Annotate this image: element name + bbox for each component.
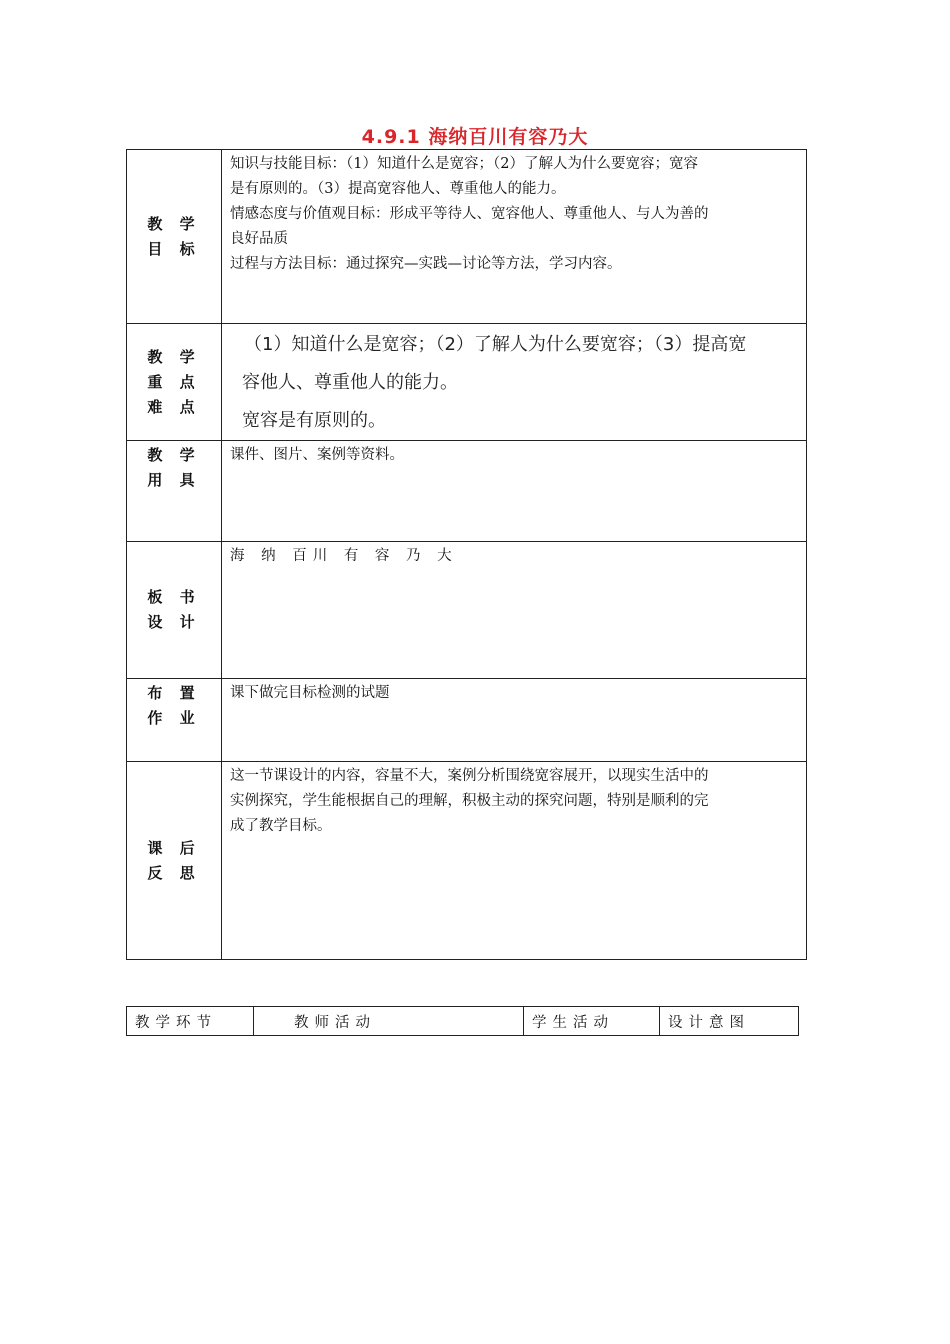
row-key-points bbox=[127, 324, 807, 441]
row-homework bbox=[127, 679, 807, 762]
document-title: 4.9.1 海纳百川有容乃大 bbox=[361, 126, 589, 148]
activity-header-table bbox=[126, 1006, 799, 1036]
content-homework: 课下做完目标检测的试题 bbox=[222, 679, 807, 762]
header-teaching-stage: 教学环节 bbox=[127, 1007, 254, 1036]
content-board-design: 海 纳 百川 有 容 乃 大 bbox=[222, 542, 807, 679]
content-teaching-tools: 课件、图片、案例等资料。 bbox=[222, 441, 807, 542]
header-design-intent: 设计意图 bbox=[660, 1007, 799, 1036]
content-reflection: 这一节课设计的内容，容量不大，案例分析围绕宽容展开，以现实生活中的 实例探究，学生能根据自己的理解，积极主动的探究问题，特别是顺利的完 成了教学目标。 bbox=[222, 762, 807, 960]
content-teaching-goals: 知识与技能目标：（1）知道什么是宽容；（2）了解人为什么要宽容；宽容 是有原则的。（3）提高宽容他人、尊重他人的能力。 情感态度与价值观目标：形成平等待人、宽容他人、尊重他人、与人为善的 良好品质 过程与方法目标：通过探究—实践—讨论等方法，学习内容。 bbox=[222, 150, 807, 324]
header-student-activity: 学生活动 bbox=[524, 1007, 660, 1036]
activity-header-row bbox=[127, 1007, 799, 1036]
header-teacher-activity: 教师活动 bbox=[254, 1007, 524, 1036]
row-reflection bbox=[127, 762, 807, 960]
label-teaching-goals: 教 学 目 标 bbox=[127, 150, 222, 324]
label-teaching-tools: 教 学 用 具 bbox=[127, 441, 222, 542]
label-key-points: 教 学 重 点 难 点 bbox=[127, 324, 222, 441]
content-key-points: （1）知道什么是宽容；（2）了解人为什么要宽容；（3）提高宽 容他人、尊重他人的能力。 宽容是有原则的。 bbox=[222, 324, 807, 441]
row-board-design bbox=[127, 542, 807, 679]
label-homework: 布 置 作 业 bbox=[127, 679, 222, 762]
label-board-design: 板 书 设 计 bbox=[127, 542, 222, 679]
label-reflection: 课 后 反 思 bbox=[127, 762, 222, 960]
row-teaching-tools bbox=[127, 441, 807, 542]
row-teaching-goals bbox=[127, 150, 807, 324]
lesson-plan-table bbox=[126, 149, 807, 960]
